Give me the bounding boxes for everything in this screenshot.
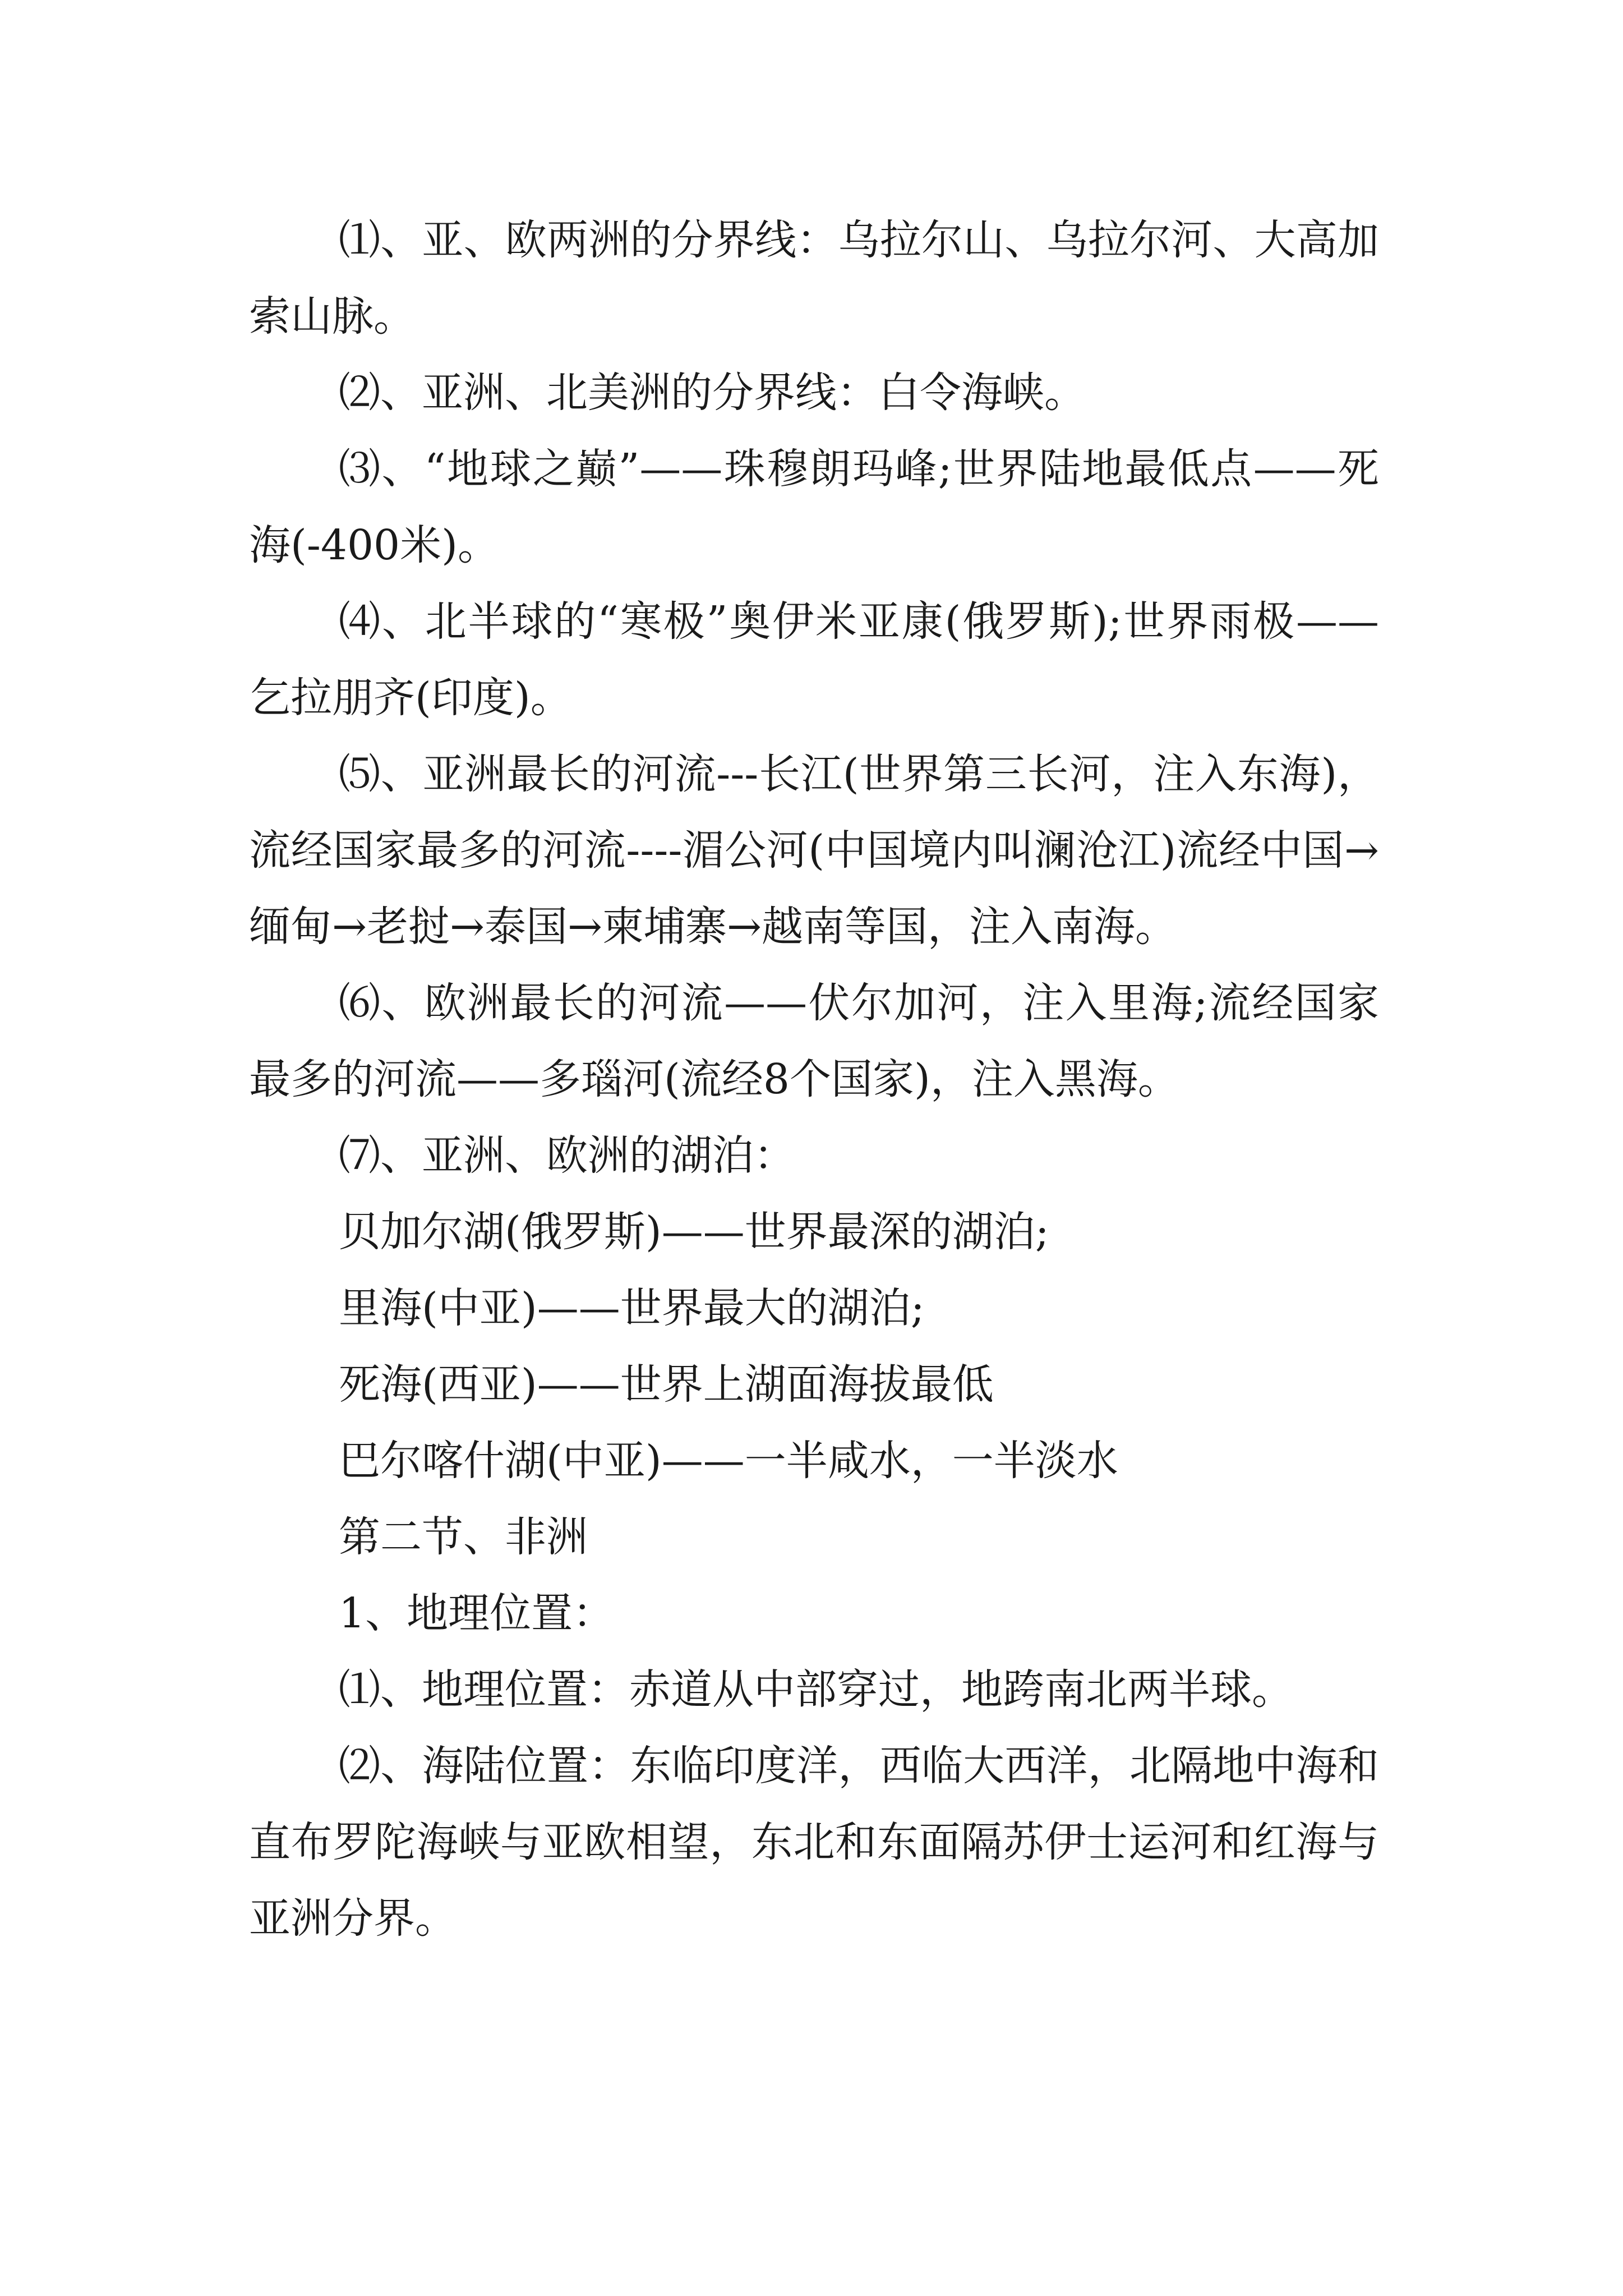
paragraph-lakes-heading: ⑺、亚洲、欧洲的湖泊： [339,1131,795,1180]
list-item-lake-balkhash: 巴尔喀什湖(中亚)——一半咸水，一半淡水 [339,1437,1118,1485]
paragraph-cold-pole-rain-pole: ⑷、北半球的“寒极”奥伊米亚康(俄罗斯);世界雨极——乞拉朋齐(印度)。 [249,597,1379,722]
paragraph-asia-europe-boundary: ⑴、亚、欧两洲的分界线：乌拉尔山、乌拉尔河、大高加索山脉。 [249,216,1379,341]
list-item-dead-sea: 死海(西亚)——世界上湖面海拔最低 [339,1360,994,1409]
paragraph-africa-location: ⑴、地理位置：赤道从中部穿过，地跨南北两半球。 [339,1665,1293,1714]
document-body [249,202,1379,1957]
paragraph-asia-rivers: ⑸、亚洲最长的河流---长江(世界第三长河，注入东海)，流经国家最多的河流----湄公河(中国境内叫澜沧江)流经中国→缅甸→老挝→泰国→柬埔寨→越南等国，注入南海。 [249,750,1379,951]
list-item-lake-baikal: 贝加尔湖(俄罗斯)——世界最深的湖泊; [339,1208,1049,1256]
paragraph-africa-land-sea-position: ⑵、海陆位置：东临印度洋，西临大西洋，北隔地中海和直布罗陀海峡与亚欧相望，东北和东面隔苏伊士运河和红海与亚洲分界。 [249,1742,1379,1943]
section-heading-africa: 第二节、非洲 [339,1513,588,1561]
paragraph-asia-north-america-boundary: ⑵、亚洲、北美洲的分界线：白令海峡。 [339,369,1086,417]
paragraph-highest-lowest-point: ⑶、“地球之巅”——珠穆朗玛峰;世界陆地最低点——死海(-400米)。 [249,445,1379,569]
subheading-geographic-location: 1、地理位置： [339,1589,615,1637]
list-item-caspian-sea: 里海(中亚)——世界最大的湖泊; [339,1284,925,1332]
paragraph-europe-rivers: ⑹、欧洲最长的河流——伏尔加河，注入里海;流经国家最多的河流——多瑙河(流经8个国家)，注入黑海。 [249,979,1379,1103]
